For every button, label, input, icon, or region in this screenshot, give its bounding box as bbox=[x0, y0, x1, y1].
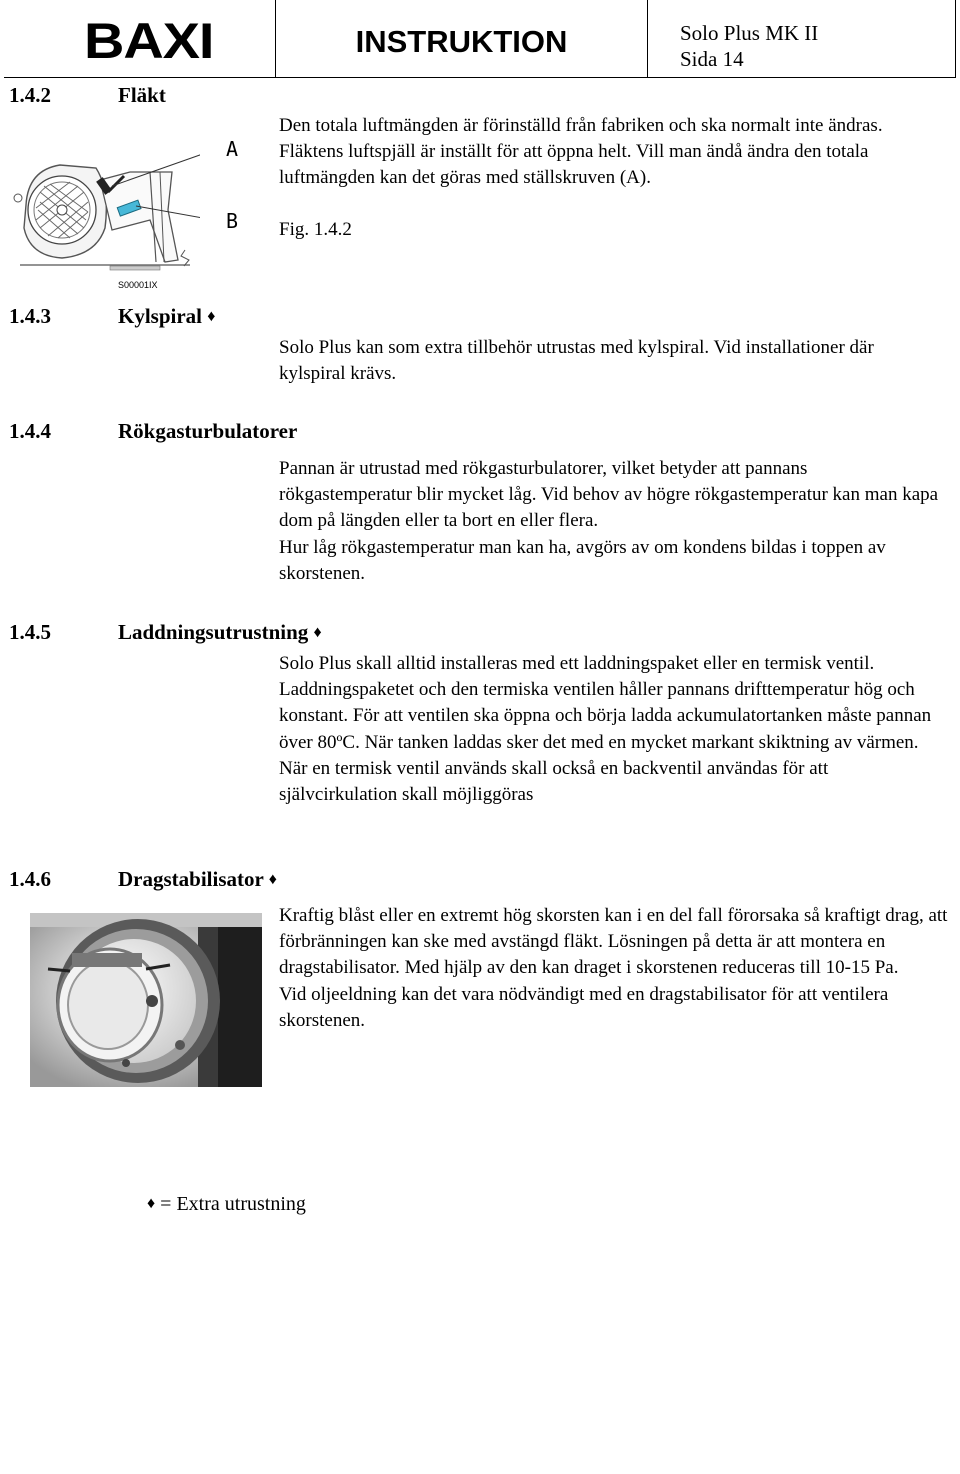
draft-stabilizer-photo bbox=[30, 913, 262, 1087]
section-title-dragstabilisator bbox=[118, 866, 277, 893]
footnote-text: = Extra utrustning bbox=[160, 1193, 306, 1215]
paragraph: Vid oljeeldning kan det vara nödvändigt med en dragstabilisator för att ventilera skorstenen. bbox=[279, 983, 889, 1031]
page-number: Sida 14 bbox=[680, 47, 744, 71]
paragraph: Solo Plus kan som extra tillbehör utrustas med kylspiral. Vid installationer där kylspiral krävs. bbox=[279, 337, 874, 385]
section-number: 1.4.6 bbox=[9, 867, 51, 891]
paragraph: När en termisk ventil används skall också en backventil användas för att självcirkulation skall möjliggöras bbox=[279, 757, 829, 806]
figure-code: S00001IX bbox=[118, 280, 158, 290]
diamond-icon: ♦ bbox=[207, 308, 216, 325]
paragraph: Kraftig blåst eller en extremt hög skorsten kan i en del fall förorsaka så kraftigt drag, att förbränningen kan ske med avstängd fläkt. Lösningen på detta är att montera en dragstabilisator. Med hjälp av den kan draget i skorstenen reduceras till 10-15 Pa. bbox=[279, 905, 948, 979]
section-title-laddningsutrustning bbox=[118, 619, 322, 646]
paragraph: Den totala luftmängden är förinställd från fabriken och ska normalt inte ändras. Fläktens luftspjäll är inställt för att öppna helt. Vill man ändå ändra den totala luftmängden kan det göras med ställskruven (A). bbox=[279, 115, 883, 189]
fan-diagram bbox=[0, 110, 200, 295]
paragraph: Pannan är utrustad med rökgasturbulatorer, vilket betyder att pannans rökgastemperatur blir mycket låg. Vid behov av högre rökgastemperatur kan man kapa dom på längden eller ta bort en eller flera. bbox=[279, 458, 939, 532]
diamond-icon: ♦ bbox=[147, 1195, 156, 1212]
section-title-flakt: Fläkt bbox=[118, 83, 166, 107]
model-name: Solo Plus MK II bbox=[680, 21, 819, 45]
section-text-kylspiral bbox=[279, 335, 879, 387]
section-title-text: Dragstabilisator bbox=[118, 867, 264, 891]
section-number: 1.4.2 bbox=[9, 83, 51, 107]
section-title-text: Laddningsutrustning bbox=[118, 620, 309, 644]
figure-caption: Fig. 1.4.2 bbox=[279, 219, 352, 240]
section-title-rokgasturbulatorer: Rökgasturbulatorer bbox=[118, 419, 298, 443]
section-number: 1.4.4 bbox=[9, 419, 51, 443]
diamond-icon: ♦ bbox=[313, 624, 322, 641]
footnote bbox=[147, 1191, 306, 1217]
document-title: INSTRUKTION bbox=[355, 24, 568, 59]
baxi-logo: BAXI bbox=[84, 13, 214, 69]
section-text-laddningsutrustning bbox=[279, 651, 944, 808]
section-text-rokgasturbulatorer bbox=[279, 456, 944, 587]
figure-label-a: A bbox=[210, 128, 254, 171]
section-number: 1.4.3 bbox=[9, 304, 51, 328]
paragraph: Hur låg rökgastemperatur man kan ha, avgörs av om kondens bildas i toppen av skorstenen. bbox=[279, 536, 886, 584]
section-text-flakt bbox=[279, 113, 947, 192]
figure-label-b: B bbox=[210, 200, 254, 243]
section-title-kylspiral bbox=[118, 303, 215, 330]
diamond-icon: ♦ bbox=[268, 871, 277, 888]
section-number: 1.4.5 bbox=[9, 620, 51, 644]
section-title-text: Kylspiral bbox=[118, 304, 203, 328]
section-text-dragstabilisator bbox=[279, 903, 949, 1034]
paragraph: Solo Plus skall alltid installeras med ett laddningspaket eller en termisk ventil. Laddningspaketet och den termiska ventilen håller pannans drifttemperatur hög och konstant. För att ventilen ska öppna och börja ladda ackumulatortanken måste pannan över 80ºC. När tanken laddas sker det med en mycket markant skiktning av värmen. bbox=[279, 653, 932, 753]
